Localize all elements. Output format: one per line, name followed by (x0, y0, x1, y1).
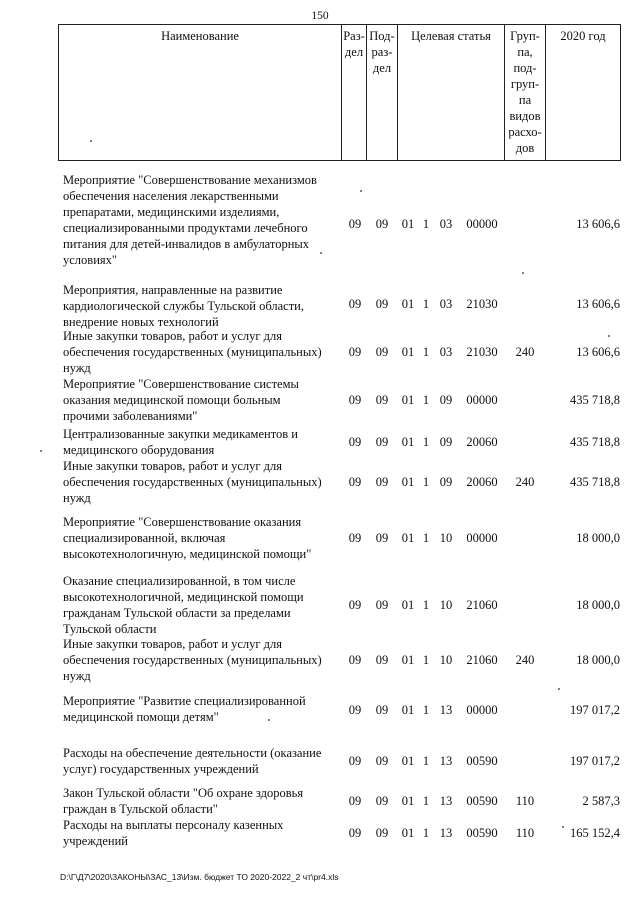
row-razdel: 09 (348, 703, 362, 717)
row-target-direction: 00000 (466, 217, 498, 231)
row-expense-type: 110 (515, 826, 535, 840)
header-group-line: груп- (510, 77, 540, 91)
scan-speck (268, 719, 270, 721)
header-group-line: па (518, 93, 532, 107)
row-target-program: 01 (401, 754, 415, 768)
row-target-program: 01 (401, 653, 415, 667)
row-razdel: 09 (348, 435, 362, 449)
row-name-line: обеспечения государственных (муниципальных) (63, 475, 322, 489)
header-razdel-line: дел (344, 45, 364, 59)
row-expense-type: 240 (515, 475, 535, 489)
row-target-event: 09 (439, 475, 453, 489)
row-name-line: учреждений (63, 834, 128, 848)
row-name-line: прочими заболеваниями" (63, 409, 198, 423)
row-name-line: кардиологической службы Тульской области, (63, 299, 304, 313)
row-target-subprogram: 1 (422, 826, 430, 840)
scan-speck (522, 272, 524, 274)
row-target-direction: 21060 (466, 653, 498, 667)
row-name-line: Мероприятие "Совершенствование оказания (63, 515, 302, 529)
row-expense-type: 240 (515, 653, 535, 667)
row-target-program: 01 (401, 475, 415, 489)
row-podrazdel: 09 (375, 598, 389, 612)
file-path-footer: D:\Г\Д7\2020\ЗАКОНЫ\ЗАС_13\Изм. бюджет ТО 2020-2022_2 чт\pr4.xls (60, 872, 339, 882)
row-target-subprogram: 1 (422, 598, 430, 612)
row-name (63, 282, 339, 330)
row-sum: 197 017,2 (570, 703, 620, 717)
row-podrazdel: 09 (375, 794, 389, 808)
row-target-direction: 20060 (466, 475, 498, 489)
row-target-subprogram: 1 (422, 653, 430, 667)
row-target-subprogram: 1 (422, 345, 430, 359)
row-name-line: граждан в Тульской области" (63, 802, 218, 816)
row-sum: 18 000,0 (576, 531, 620, 545)
row-target-direction: 00590 (466, 794, 498, 808)
row-name-line: высокотехнологичной, медицинской помощи (63, 590, 304, 604)
row-target-direction: 00000 (466, 393, 498, 407)
row-name-line: внедрение новых технологий (63, 315, 219, 329)
row-target-event: 13 (439, 794, 453, 808)
row-podrazdel: 09 (375, 653, 389, 667)
scan-speck (360, 190, 362, 192)
row-sum: 13 606,6 (576, 297, 620, 311)
row-target-direction: 00590 (466, 754, 498, 768)
row-target-subprogram: 1 (422, 531, 430, 545)
header-group-line: дов (515, 141, 535, 155)
row-target-program: 01 (401, 794, 415, 808)
row-razdel: 09 (348, 475, 362, 489)
row-podrazdel: 09 (375, 826, 389, 840)
row-name-line: нужд (63, 669, 91, 683)
row-name (63, 636, 339, 684)
row-name (63, 745, 339, 777)
row-podrazdel: 09 (375, 435, 389, 449)
row-name-line: Мероприятие "Совершенствование механизмов (63, 173, 317, 187)
row-name (63, 172, 339, 268)
header-group-line: под- (513, 61, 537, 75)
row-target-subprogram: 1 (422, 703, 430, 717)
row-name-line: Оказание специализированной, в том числе (63, 574, 296, 588)
row-target-program: 01 (401, 435, 415, 449)
row-name-line: нужд (63, 361, 91, 375)
row-target-event: 03 (439, 217, 453, 231)
row-target-direction: 21030 (466, 297, 498, 311)
row-name-line: специализированными продуктами лечебного (63, 221, 308, 235)
scan-speck (90, 140, 92, 142)
row-target-subprogram: 1 (422, 475, 430, 489)
header-group (505, 25, 546, 161)
row-podrazdel: 09 (375, 531, 389, 545)
row-target-subprogram: 1 (422, 794, 430, 808)
row-name-line: гражданам Тульской области за пределами (63, 606, 291, 620)
row-target-subprogram: 1 (422, 217, 430, 231)
row-name-line: медицинской помощи детям" (63, 710, 219, 724)
header-group-line: па, (517, 45, 533, 59)
row-sum: 13 606,6 (576, 345, 620, 359)
row-sum: 435 718,8 (570, 435, 620, 449)
header-name: Наименование (59, 25, 342, 161)
row-target-program: 01 (401, 703, 415, 717)
header-razdel (342, 25, 367, 161)
row-razdel: 09 (348, 794, 362, 808)
header-group-line: Груп- (510, 29, 540, 43)
header-group-line: видов (509, 109, 541, 123)
row-target-program: 01 (401, 393, 415, 407)
scan-speck (562, 826, 564, 828)
row-name-line: Расходы на выплаты персоналу казенных (63, 818, 284, 832)
row-podrazdel: 09 (375, 754, 389, 768)
header-podrazdel-line: раз- (371, 45, 393, 59)
scan-speck (40, 450, 42, 452)
row-name-line: условиях" (63, 253, 117, 267)
row-target-direction: 21060 (466, 598, 498, 612)
row-target-program: 01 (401, 345, 415, 359)
row-razdel: 09 (348, 345, 362, 359)
row-name-line: питания для детей-инвалидов в амбулаторных (63, 237, 310, 251)
row-name-line: Мероприятие "Совершенствование системы (63, 377, 299, 391)
row-name-line: обеспечения государственных (муниципальных) (63, 653, 322, 667)
row-sum: 2 587,3 (582, 794, 620, 808)
row-podrazdel: 09 (375, 393, 389, 407)
row-name-line: Иные закупки товаров, работ и услуг для (63, 637, 283, 651)
row-sum: 435 718,8 (570, 393, 620, 407)
row-target-program: 01 (401, 826, 415, 840)
row-name-line: медицинского оборудования (63, 443, 215, 457)
row-sum: 435 718,8 (570, 475, 620, 489)
row-razdel: 09 (348, 393, 362, 407)
row-sum: 18 000,0 (576, 598, 620, 612)
row-target-event: 10 (439, 531, 453, 545)
row-sum: 13 606,6 (576, 217, 620, 231)
row-name-line: оказания медицинской помощи больным (63, 393, 281, 407)
row-target-event: 03 (439, 345, 453, 359)
row-target-event: 10 (439, 653, 453, 667)
row-name (63, 426, 339, 458)
row-razdel: 09 (348, 826, 362, 840)
row-razdel: 09 (348, 598, 362, 612)
row-target-subprogram: 1 (422, 754, 430, 768)
row-razdel: 09 (348, 297, 362, 311)
row-name (63, 328, 339, 376)
row-name (63, 573, 339, 637)
row-name-line: Мероприятия, направленные на развитие (63, 283, 283, 297)
row-podrazdel: 09 (375, 297, 389, 311)
row-name-line: обеспечения государственных (муниципальных) (63, 345, 322, 359)
row-target-direction: 00000 (466, 531, 498, 545)
header-target: Целевая статья (398, 25, 505, 161)
row-name-line: услуг) государственных учреждений (63, 762, 259, 776)
table-header (58, 24, 621, 161)
row-name-line: нужд (63, 491, 91, 505)
row-target-event: 10 (439, 598, 453, 612)
header-group-line: расхо- (508, 125, 542, 139)
header-podrazdel-line: дел (372, 61, 392, 75)
row-name-line: Иные закупки товаров, работ и услуг для (63, 329, 283, 343)
row-target-event: 13 (439, 754, 453, 768)
row-podrazdel: 09 (375, 345, 389, 359)
row-name-line: препаратами, медицинскими изделиями, (63, 205, 280, 219)
row-target-direction: 00590 (466, 826, 498, 840)
row-razdel: 09 (348, 754, 362, 768)
row-target-event: 13 (439, 703, 453, 717)
row-target-direction: 21030 (466, 345, 498, 359)
header-year: 2020 год (546, 25, 621, 161)
row-target-subprogram: 1 (422, 297, 430, 311)
scan-speck (320, 252, 322, 254)
row-sum: 18 000,0 (576, 653, 620, 667)
scan-speck (558, 688, 560, 690)
header-podrazdel (367, 25, 398, 161)
row-target-direction: 20060 (466, 435, 498, 449)
row-target-event: 09 (439, 393, 453, 407)
row-target-program: 01 (401, 297, 415, 311)
row-target-event: 13 (439, 826, 453, 840)
row-name (63, 458, 339, 506)
row-name-line: высокотехнологичную, медицинской помощи" (63, 547, 312, 561)
header-razdel-line: Раз- (343, 29, 365, 43)
row-sum: 165 152,4 (570, 826, 620, 840)
page-number: 150 (311, 10, 329, 22)
row-podrazdel: 09 (375, 703, 389, 717)
row-target-subprogram: 1 (422, 435, 430, 449)
row-target-subprogram: 1 (422, 393, 430, 407)
row-name-line: Иные закупки товаров, работ и услуг для (63, 459, 283, 473)
row-name-line: Тульской области (63, 622, 157, 636)
row-name (63, 817, 339, 849)
row-target-event: 09 (439, 435, 453, 449)
row-name-line: специализированной, включая (63, 531, 226, 545)
row-podrazdel: 09 (375, 475, 389, 489)
row-target-program: 01 (401, 598, 415, 612)
row-name-line: обеспечения населения лекарственными (63, 189, 279, 203)
row-target-program: 01 (401, 531, 415, 545)
row-name-line: Закон Тульской области "Об охране здоровья (63, 786, 304, 800)
row-podrazdel: 09 (375, 217, 389, 231)
row-target-program: 01 (401, 217, 415, 231)
scan-speck (608, 335, 610, 337)
header-podrazdel-line: Под- (369, 29, 395, 43)
row-razdel: 09 (348, 653, 362, 667)
row-target-direction: 00000 (466, 703, 498, 717)
row-target-event: 03 (439, 297, 453, 311)
row-name (63, 693, 339, 725)
row-name-line: Расходы на обеспечение деятельности (оказание (63, 746, 322, 760)
row-razdel: 09 (348, 217, 362, 231)
row-sum: 197 017,2 (570, 754, 620, 768)
row-razdel: 09 (348, 531, 362, 545)
row-name (63, 376, 339, 424)
row-expense-type: 240 (515, 345, 535, 359)
row-name (63, 785, 339, 817)
row-name-line: Централизованные закупки медикаментов и (63, 427, 298, 441)
row-name (63, 514, 339, 562)
row-name-line: Мероприятие "Развитие специализированной (63, 694, 306, 708)
row-expense-type: 110 (515, 794, 535, 808)
